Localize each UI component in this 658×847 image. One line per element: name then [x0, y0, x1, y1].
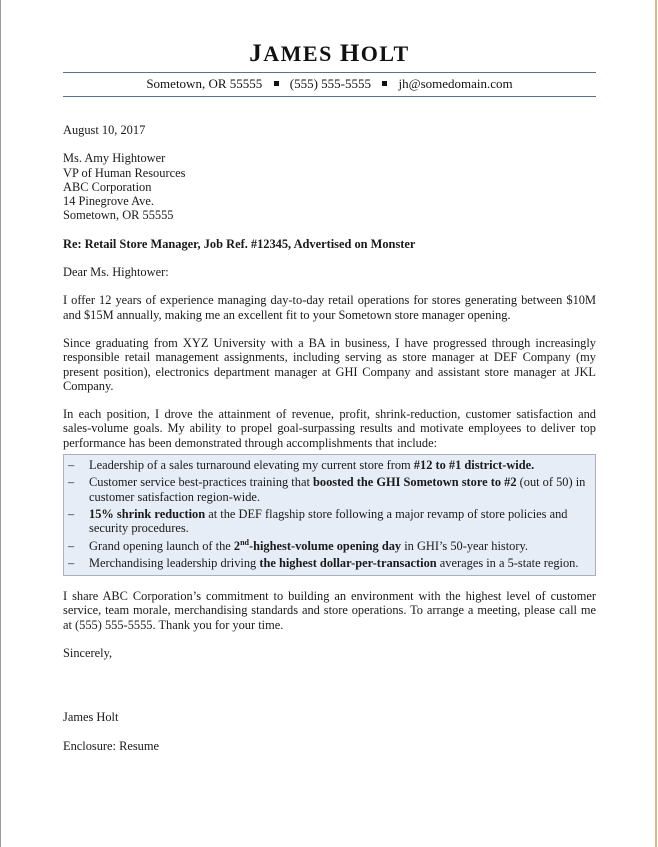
subject-line: Re: Retail Store Manager, Job Ref. #12345, Advertised on Monster [63, 236, 416, 251]
ordinal-suffix: nd [240, 537, 249, 547]
name-rest-first: AMES [263, 41, 333, 66]
item-text: Customer service best-practices training that [89, 475, 313, 490]
item-highlight: #12 to #1 district-wide. [413, 458, 535, 473]
accomplishments-box [63, 454, 596, 576]
item-text: averages in a 5-state region. [436, 555, 579, 570]
dash-bullet-icon: – [68, 475, 75, 490]
name-rest-last: OLT [360, 41, 410, 66]
recipient-title: VP of Human Resources [63, 165, 186, 180]
contact-email: jh@somedomain.com [398, 76, 513, 91]
contact-phone: (555) 555-5555 [289, 76, 371, 91]
recipient-street: 14 Pinegrove Ave. [63, 194, 154, 209]
item-highlight: the highest dollar-per-transaction [259, 555, 437, 570]
accomplishment-item [64, 556, 595, 570]
header-rule-bottom [63, 96, 596, 97]
accomplishment-item [64, 475, 595, 504]
contact-line [63, 76, 596, 92]
recipient-address [63, 151, 596, 222]
dash-bullet-icon: – [68, 538, 75, 553]
paragraph-closing: I share ABC Corporation’s commitment to building an environment with the highest level of customer service, team morale, merchandising standards and store operations. To arrange a meeting, please call me at (555) 555-5555. Thank you for your time. [63, 589, 596, 632]
accomplishment-item [64, 539, 595, 553]
name-initial-last: H [339, 40, 361, 67]
page-left-edge [0, 0, 1, 847]
item-highlight [234, 539, 401, 553]
signature-name: James Holt [63, 710, 119, 725]
item-text: (out of 50) in customer satisfaction region-wide. [89, 475, 586, 504]
paragraph-intro: I offer 12 years of experience managing day-to-day retail operations for stores generating between $10M and $15M annually, making me an excellent fit to your Sometown store manager opening. [63, 293, 596, 322]
dash-bullet-icon: – [68, 458, 75, 473]
page-right-edge [655, 0, 657, 847]
item-text: Grand opening launch of the [89, 538, 234, 553]
name-initial-first: J [249, 40, 264, 67]
complimentary-close: Sincerely, [63, 646, 113, 661]
item-highlight: 15% shrink reduction [89, 506, 206, 521]
contact-city: Sometown, OR 55555 [146, 76, 263, 91]
applicant-name [63, 40, 596, 68]
dash-bullet-icon: – [68, 555, 75, 570]
recipient-company: ABC Corporation [63, 179, 152, 194]
ordinal-number: 2 [233, 538, 241, 553]
letter-date: August 10, 2017 [63, 123, 146, 137]
item-text: Leadership of a sales turnaround elevating my current store from [89, 458, 414, 473]
highlight-text: -highest-volume opening day [248, 538, 402, 553]
signature-space [63, 674, 596, 710]
item-highlight: boosted the GHI Sometown store to #2 [313, 475, 517, 490]
square-separator-icon [274, 81, 279, 86]
accomplishment-item [64, 507, 595, 536]
accomplishments-list [64, 458, 595, 570]
recipient-city: Sometown, OR 55555 [63, 208, 174, 223]
dash-bullet-icon: – [68, 506, 75, 521]
salutation: Dear Ms. Hightower: [63, 265, 169, 280]
paragraph-achievements-lead: In each position, I drove the attainment of revenue, profit, shrink-reduction, customer satisfaction and sales-volume goals. My ability to propel goal-surpassing results and motivate employees to deliver top performance has been demonstrated through accomplishments that include: [63, 407, 596, 450]
paragraph-background: Since graduating from XYZ University with a BA in business, I have progressed through increasingly responsible retail management assignments, including serving as store manager at DEF Company (my present position), electronics department manager at GHI Company and assistant store manager at JKL Company. [63, 335, 596, 393]
item-text: at the DEF flagship store following a major revamp of store policies and security procedures. [89, 506, 568, 536]
item-text: in GHI’s 50-year history. [401, 538, 528, 553]
accomplishment-item [64, 458, 595, 472]
square-separator-icon [382, 81, 387, 86]
recipient-name: Ms. Amy Hightower [63, 151, 166, 166]
header-rule-top [63, 72, 596, 73]
letter-body [63, 123, 596, 767]
item-text: Merchandising leadership driving [89, 555, 260, 570]
enclosure-line: Enclosure: Resume [63, 738, 160, 753]
